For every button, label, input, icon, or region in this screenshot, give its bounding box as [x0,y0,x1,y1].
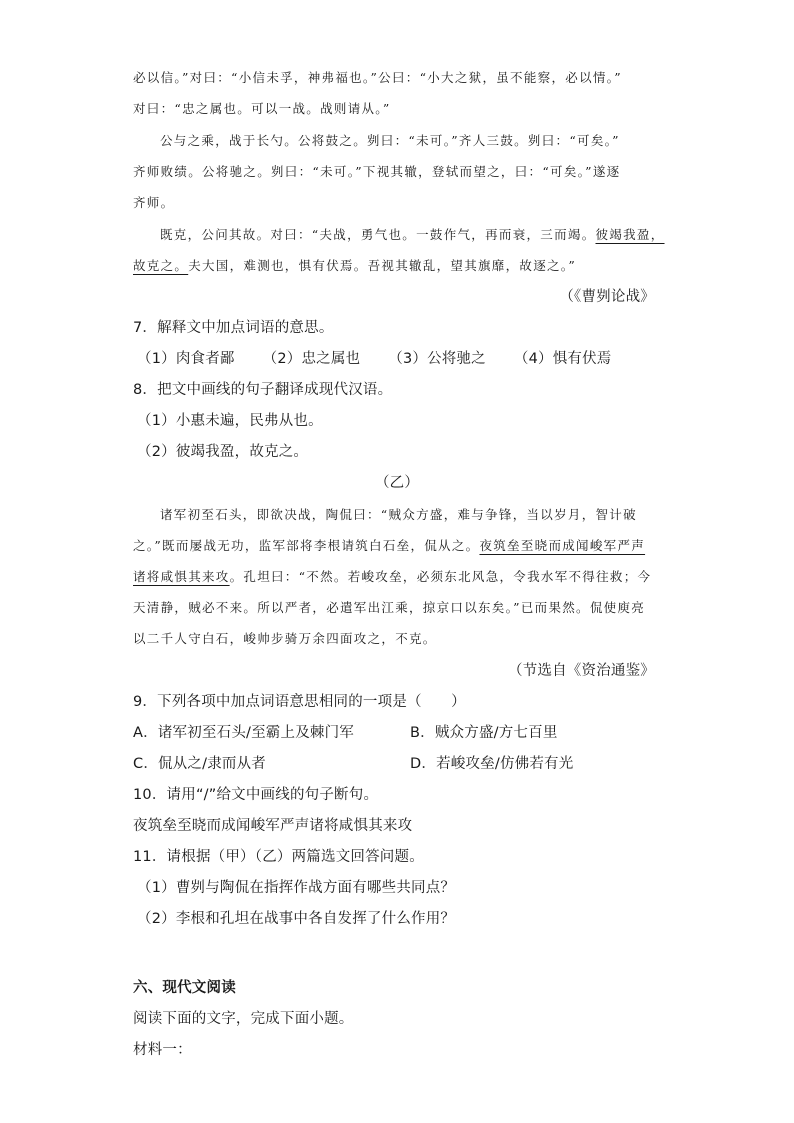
jia-p2-line3: 齐师。 [133,195,175,210]
q7-option-2: （2）忠之属也 [262,351,361,367]
yi-source: （节选自《资治通鉴》 [508,663,655,679]
section6-title: 六、现代文阅读 [133,980,236,996]
q10-sentence: 夜筑垒至晓而成闻峻军严声诸将咸惧其来攻 [133,818,413,834]
q8-stem: 8．把文中画线的句子翻译成现代汉语。 [133,382,393,398]
q9-row-cd [133,754,663,774]
yi-underlined-1: 夜筑垒至晓而成闻峻军严声 [479,538,646,553]
jia-p1-line1: 必以信。”对曰：“小信未孚，神弗福也。”公曰：“小大之狱，虽不能察，必以情。” [133,70,622,85]
section6-material: 材料一： [133,1042,192,1058]
jia-p2-line1: 公与之乘，战于长勺。公将鼓之。刿曰：“未可。”齐人三鼓。刿曰：“可矣。” [160,133,620,148]
section6-instruction: 阅读下面的文字，完成下面小题。 [133,1011,354,1027]
q11-stem: 11．请根据（甲）（乙）两篇选文回答问题。 [133,849,424,865]
q7-stem: 7．解释文中加点词语的意思。 [133,320,334,336]
yi-line5: 以二千人守白石，峻帅步骑万余四面攻之，不克。 [133,631,437,646]
q11-question-2: （2）李根和孔坦在战事中各自发挥了什么作用？ [137,911,456,927]
q8-sentence-2: （2）彼竭我盈，故克之。 [137,444,309,460]
jia-p3-line2-text: 夫大国，难测也，惧有伏焉。吾视其辙乱，望其旗靡，故逐之。” [188,258,577,273]
q9-option-d: D．若峻攻垒/仿佛若有光 [410,756,574,772]
q9-row-ab [133,723,663,743]
jia-p3-line2 [133,256,576,276]
yi-line3 [133,567,651,587]
jia-source: （《曹刿论战》 [559,289,655,305]
jia-p2-line2: 齐师败绩。公将驰之。刿曰：“未可。”下视其辙，登轼而望之，曰：“可矣。”遂逐 [133,164,621,179]
yi-line2 [133,536,645,556]
yi-heading: （乙） [374,475,420,491]
yi-line2-text: 之。”既而屡战无功，监军部将李根请筑白石垒，侃从之。 [133,538,480,553]
q8-sentence-1: （1）小惠未遍，民弗从也。 [137,413,323,429]
q9-option-a: A．诸军初至石头/至霸上及棘门军 [133,725,355,741]
q7-option-4: （4）惧有伏焉 [513,351,612,367]
q10-stem: 10．请用“/”给文中画线的句子断句。 [133,787,379,803]
yi-line4: 天清静，贼必不来。所以严者，必遣军出江乘，掠京口以东矣。”已而果然。侃使庾亮 [133,600,646,615]
yi-underlined-2: 诸将咸惧其来攻 [133,569,230,584]
q7-option-1: （1）肉食者鄙 [137,351,235,367]
yi-line3-text: 。孔坦曰：“不然。若峻攻垒，必须东北风急，令我水军不得往救；今 [229,569,652,584]
jia-p3-underlined-2: 故克之。 [133,258,189,273]
q9-option-c: C．侃从之/隶而从者 [133,756,267,772]
q7-options [137,349,612,369]
q9-option-b: B．贼众方盛/方七百里 [410,725,558,741]
jia-p1-line2: 对曰：“忠之属也。可以一战。战则请从。” [133,101,391,116]
yi-line1: 诸军初至石头，即欲决战，陶侃曰：“贼众方盛，难与争锋，当以岁月，智计破 [160,507,637,522]
jia-p3-line1 [160,225,665,245]
jia-p3-line1-text: 既克，公问其故。对曰：“夫战，勇气也。一鼓作气，再而衰，三而竭。 [160,227,596,242]
q7-option-3: （3）公将驰之 [388,351,486,367]
jia-p3-underlined-1: 彼竭我盈， [595,227,665,242]
q9-stem: 9．下列各项中加点词语意思相同的一项是（ ） [133,694,466,710]
q11-question-1: （1）曹刿与陶侃在指挥作战方面有哪些共同点？ [137,880,456,896]
